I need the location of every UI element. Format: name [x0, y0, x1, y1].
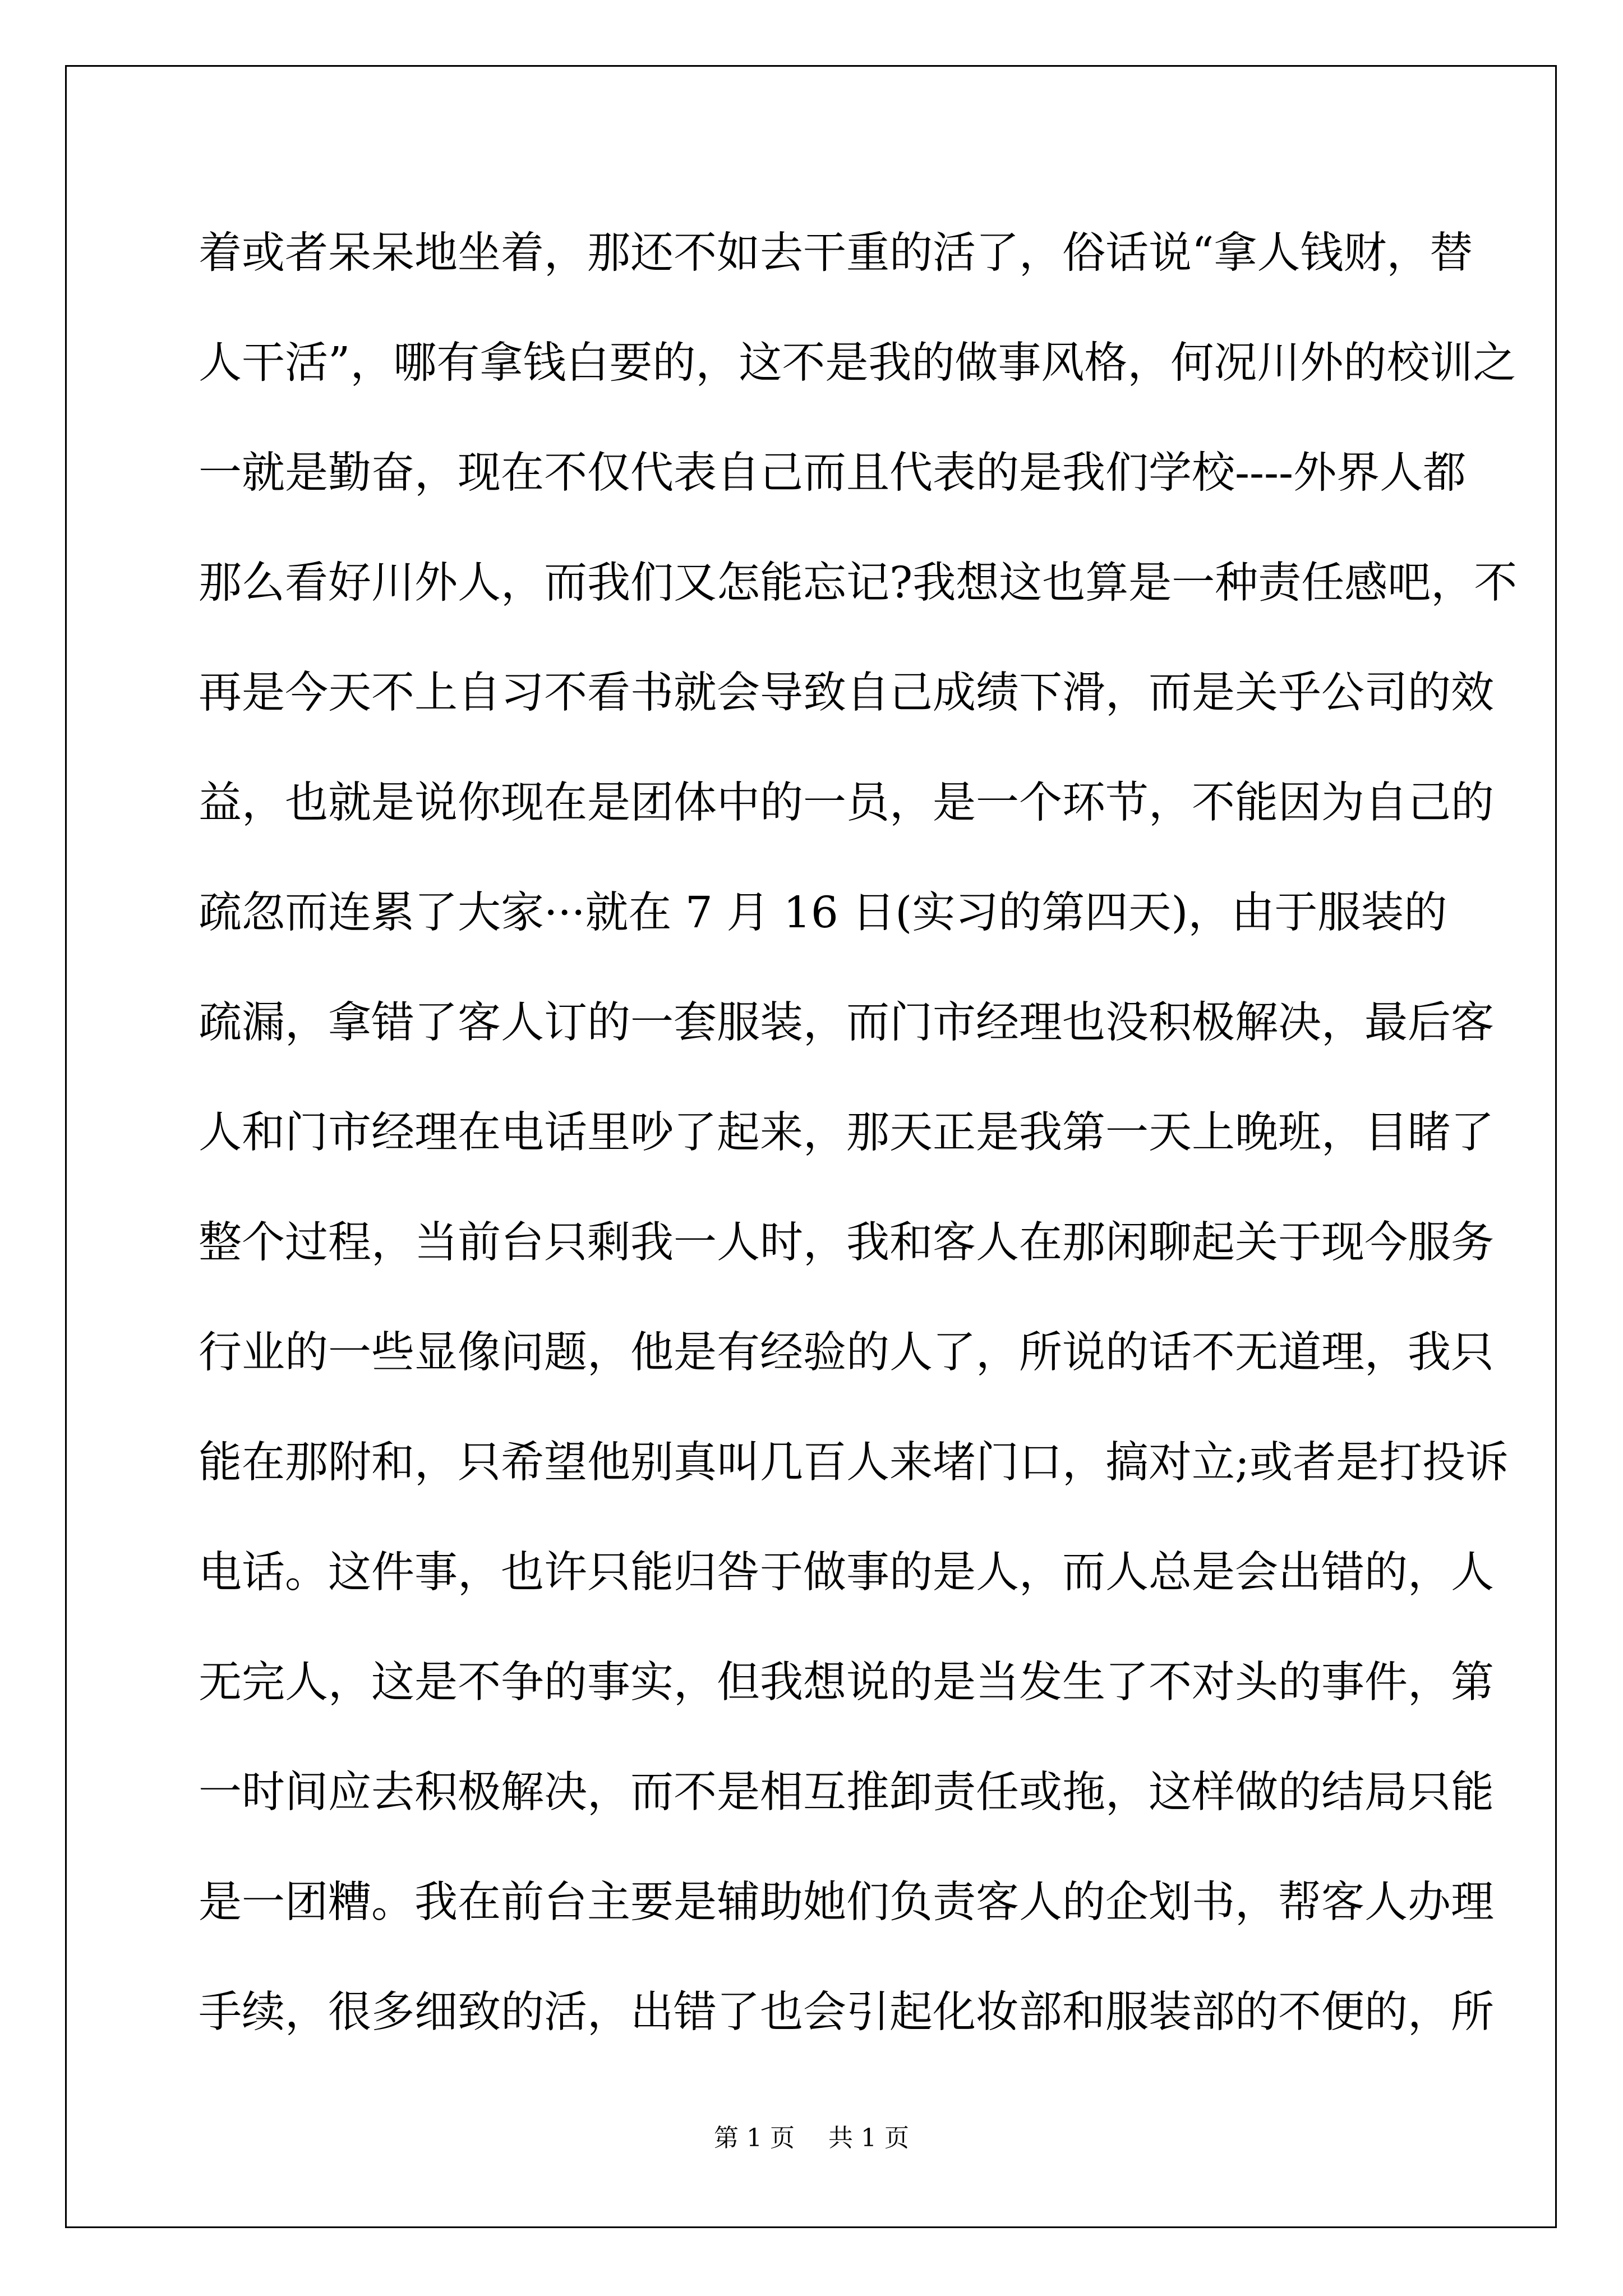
text-line: 人和门市经理在电话里吵了起来，那天正是我第一天上晚班，目睹了: [199, 1108, 1494, 1158]
text-line: 益，也就是说你现在是团体中的一员，是一个环节，不能因为自己的: [199, 778, 1494, 828]
text-line: 行业的一些显像问题，他是有经验的人了，所说的话不无道理，我只: [199, 1328, 1494, 1378]
text-line: 整个过程，当前台只剩我一人时，我和客人在那闲聊起关于现今服务: [199, 1218, 1494, 1268]
text-line: 手续，很多细致的活，出错了也会引起化妆部和服装部的不便的，所: [199, 1987, 1494, 2037]
text-line: 人干活”，哪有拿钱白要的，这不是我的做事风格，何况川外的校训之: [199, 338, 1516, 388]
text-line: 电话。这件事，也许只能归咎于做事的是人，而人总是会出错的，人: [199, 1548, 1494, 1598]
text-line: 无完人，这是不争的事实，但我想说的是当发生了不对头的事件，第: [199, 1658, 1494, 1708]
text-line: 再是今天不上自习不看书就会导致自己成绩下滑，而是关乎公司的效: [199, 668, 1494, 718]
document-body: [199, 199, 1518, 2068]
text-line: 一就是勤奋，现在不仅代表自己而且代表的是我们学校----外界人都: [199, 448, 1467, 498]
text-line: 着或者呆呆地坐着，那还不如去干重的活了，俗话说“拿人钱财，替: [199, 228, 1473, 278]
text-line: 是一团糟。我在前台主要是辅助她们负责客人的企划书，帮客人办理: [199, 1878, 1494, 1927]
text-line: 能在那附和，只希望他别真叫几百人来堵门口，搞对立;或者是打投诉: [199, 1438, 1509, 1488]
page-number: 第 1 页: [714, 2124, 795, 2152]
page-total: 共 1 页: [828, 2124, 909, 2152]
text-line: 疏漏，拿错了客人订的一套服装，而门市经理也没积极解决，最后客: [199, 998, 1494, 1048]
text-line: 那么看好川外人，而我们又怎能忘记?我想这也算是一种责任感吧，不: [199, 558, 1518, 608]
text-line: 一时间应去积极解决，而不是相互推卸责任或拖，这样做的结局只能: [199, 1768, 1494, 1818]
page-footer: [0, 2122, 1623, 2155]
text-line: 疏忽而连累了大家···就在 7 月 16 日(实习的第四天)，由于服装的: [199, 888, 1447, 938]
